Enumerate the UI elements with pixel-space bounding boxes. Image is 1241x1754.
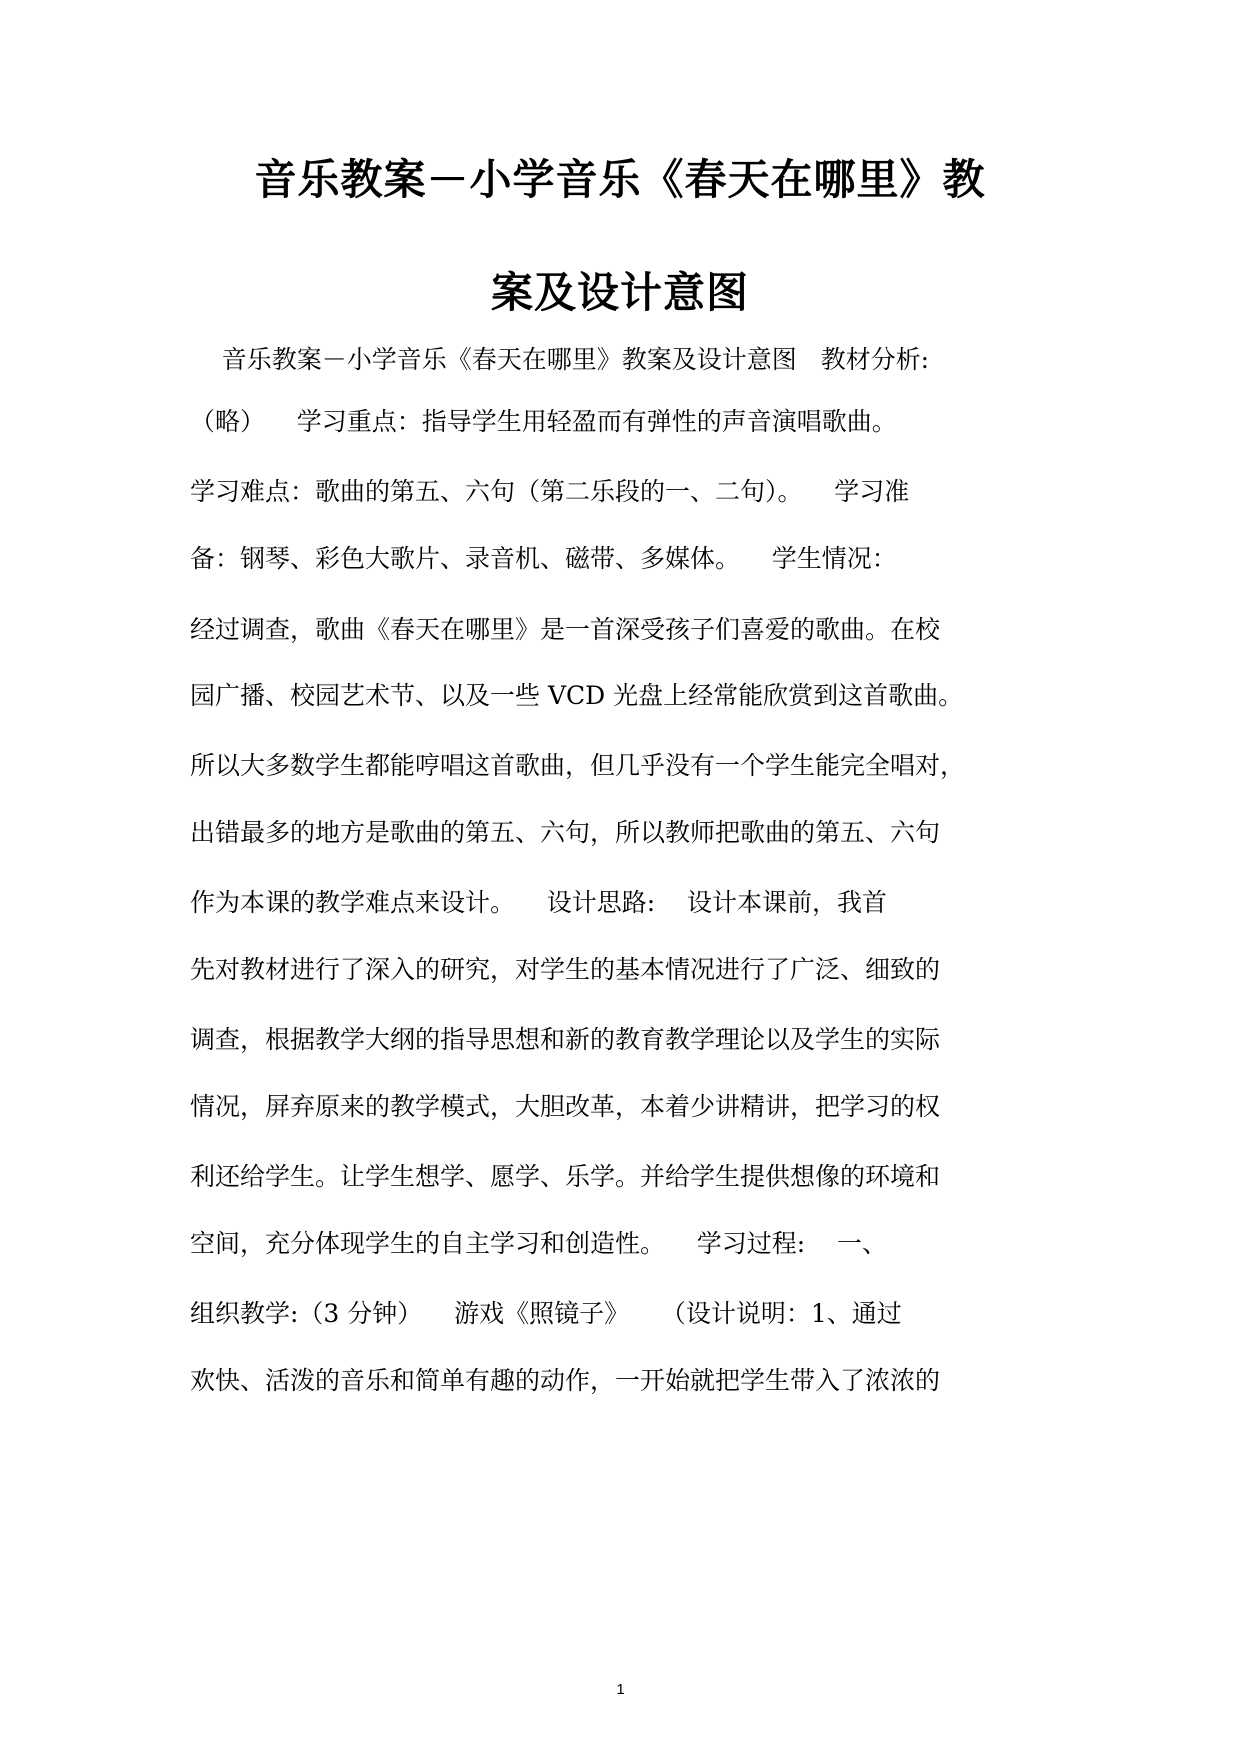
body-line: 学习难点：歌曲的第五、六句（第二乐段的一、二句）。 学习准 — [190, 477, 910, 506]
document-title-line-1: 音乐教案－小学音乐《春天在哪里》教 — [254, 155, 986, 204]
body-line: 空间，充分体现学生的自主学习和创造性。 学习过程: 一、 — [190, 1229, 887, 1258]
body-line: 所以大多数学生都能哼唱这首歌曲，但几乎没有一个学生能完全唱对， — [190, 751, 966, 780]
body-line: 情况，屏弃原来的教学模式，大胆改革，本着少讲精讲，把学习的权 — [190, 1092, 941, 1121]
body-line: 调查，根据教学大纲的指导思想和新的教育教学理论以及学生的实际 — [190, 1025, 941, 1054]
body-line: 备：钢琴、彩色大歌片、录音机、磁带、多媒体。 学生情况： — [190, 544, 897, 573]
body-line: 经过调查，歌曲《春天在哪里》是一首深受孩子们喜爱的歌曲。在校 — [190, 615, 941, 644]
body-line: 作为本课的教学难点来设计。 设计思路: 设计本课前，我首 — [190, 888, 887, 917]
page-number: 1 — [616, 1681, 625, 1698]
body-line: 园广播、校园艺术节、以及一些 VCD 光盘上经常能欣赏到这首歌曲。 — [190, 681, 964, 710]
body-line: 先对教材进行了深入的研究，对学生的基本情况进行了广泛、细致的 — [190, 955, 941, 984]
body-line: （略） 学习重点：指导学生用轻盈而有弹性的声音演唱歌曲。 — [190, 407, 897, 436]
body-line: 出错最多的地方是歌曲的第五、六句，所以教师把歌曲的第五、六句 — [190, 818, 941, 847]
body-line: 利还给学生。让学生想学、愿学、乐学。并给学生提供想像的环境和 — [190, 1162, 941, 1191]
body-line: 组织教学:（3 分钟） 游戏《照镜子》 （设计说明：1、通过 — [190, 1299, 902, 1328]
body-line: 欢快、活泼的音乐和简单有趣的动作，一开始就把学生带入了浓浓的 — [190, 1366, 941, 1395]
document-title-line-2: 案及设计意图 — [490, 268, 749, 317]
body-line: 音乐教案－小学音乐《春天在哪里》教案及设计意图 教材分析: — [190, 345, 930, 374]
